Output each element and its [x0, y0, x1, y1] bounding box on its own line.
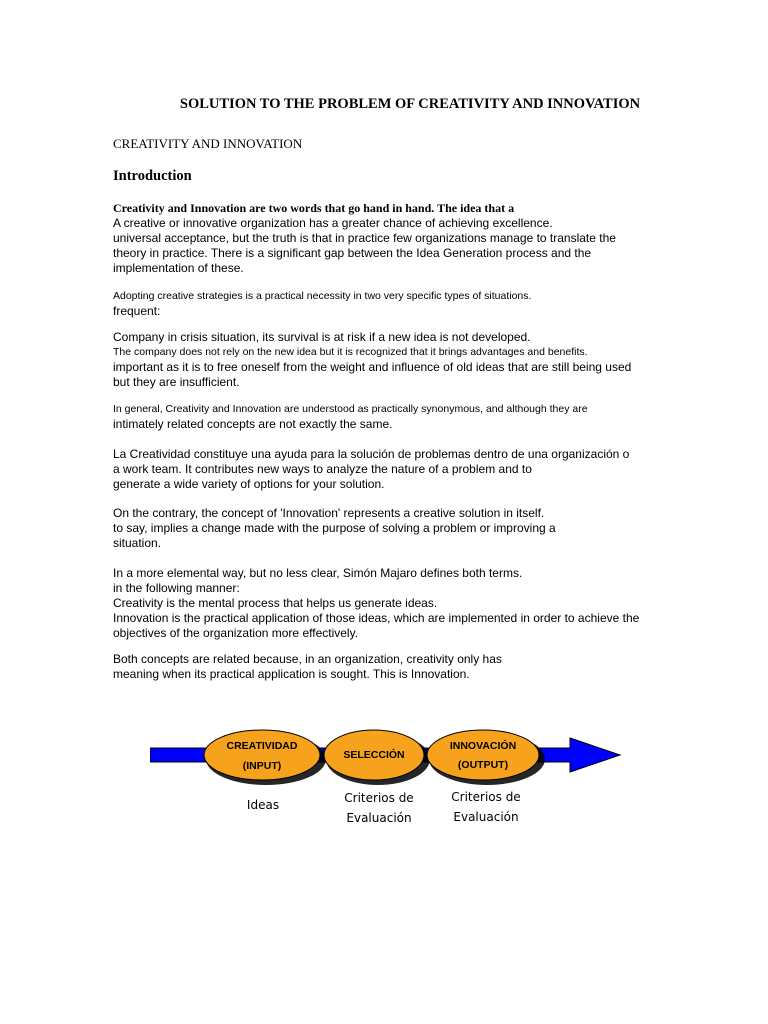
paragraph-line: but they are insufficient. — [113, 375, 240, 389]
paragraph-line: meaning when its practical application is sought. This is Innovation. — [113, 667, 470, 681]
paragraph-line: Adopting creative strategies is a practical necessity in two very specific types of situations. — [113, 290, 532, 302]
node-label: CREATIVIDAD — [226, 740, 298, 752]
paragraph-line: to say, implies a change made with the purpose of solving a problem or improving a — [113, 521, 556, 535]
paragraph-line: a work team. It contributes new ways to analyze the nature of a problem and to — [113, 462, 532, 476]
paragraph-line: The company does not rely on the new idea but it is recognized that it brings advantages and benefits. — [113, 346, 588, 358]
paragraph-line: La Creatividad constituye una ayuda para la solución de problemas dentro de una organización o — [113, 447, 630, 461]
node-label: (OUTPUT) — [457, 759, 509, 771]
paragraph-line: Company in crisis situation, its survival is at risk if a new idea is not developed. — [113, 330, 531, 344]
paragraph-line: theory in practice. There is a significant gap between the Idea Generation process and the — [113, 246, 592, 260]
paragraph-line: A creative or innovative organization has a greater chance of achieving excellence. — [113, 216, 553, 230]
paragraph-5 — [113, 447, 629, 492]
paragraph-line: Both concepts are related because, in an organization, creativity only has — [113, 652, 502, 666]
node-caption: Criterios de — [344, 791, 414, 805]
paragraph-line: generate a wide variety of options for your solution. — [113, 477, 385, 491]
paragraph-line: in the following manner: — [113, 581, 240, 595]
paragraph-7 — [113, 566, 639, 641]
node-label: INNOVACIÓN — [449, 740, 517, 752]
node-ellipse — [204, 730, 320, 780]
paragraph-2 — [113, 289, 531, 319]
creativity-innovation-diagram — [150, 718, 630, 833]
section-subtitle: CREATIVITY AND INNOVATION — [113, 136, 303, 151]
paragraph-line: frequent: — [113, 304, 161, 318]
node-label: (INPUT) — [242, 760, 282, 772]
diagram-node-innovacion — [427, 730, 545, 824]
paragraph-line: Creativity is the mental process that helps us generate ideas. — [113, 596, 438, 610]
paragraph-line: important as it is to free oneself from the weight and influence of old ideas that are still being used — [113, 360, 632, 374]
node-ellipse — [427, 730, 539, 780]
paragraph-1 — [113, 201, 616, 276]
paragraph-line: implementation of these. — [113, 261, 244, 275]
node-caption: Ideas — [246, 798, 280, 812]
diagram-node-seleccion — [324, 730, 430, 825]
paragraph-line: On the contrary, the concept of 'Innovation' represents a creative solution in itself. — [113, 506, 545, 520]
paragraph-8 — [113, 652, 502, 682]
node-caption: Evaluación — [453, 810, 519, 824]
intro-heading: Introduction — [113, 168, 192, 184]
node-caption: Criterios de — [451, 790, 521, 804]
paragraph-line: Creativity and Innovation are two words that go hand in hand. The idea that a — [113, 201, 515, 215]
paragraph-4 — [113, 402, 588, 432]
document-title: SOLUTION TO THE PROBLEM OF CREATIVITY AND INNOVATION — [179, 96, 641, 112]
node-caption: Evaluación — [346, 811, 412, 825]
paragraph-line: In general, Creativity and Innovation are understood as practically synonymous, and although they are — [113, 403, 588, 415]
paragraph-6 — [113, 506, 556, 551]
paragraph-line: Innovation is the practical application of those ideas, which are implemented in order to achieve the — [113, 611, 640, 625]
paragraph-line: intimately related concepts are not exactly the same. — [113, 417, 393, 431]
paragraph-3 — [113, 330, 631, 390]
paragraph-line: situation. — [113, 536, 162, 550]
paragraph-line: universal acceptance, but the truth is that in practice few organizations manage to translate the — [113, 231, 616, 245]
node-label: SELECCIÓN — [343, 749, 405, 761]
paragraph-line: objectives of the organization more effectively. — [113, 626, 359, 640]
diagram-node-creatividad — [204, 730, 326, 812]
paragraph-line: In a more elemental way, but no less clear, Simón Majaro defines both terms. — [113, 566, 523, 580]
